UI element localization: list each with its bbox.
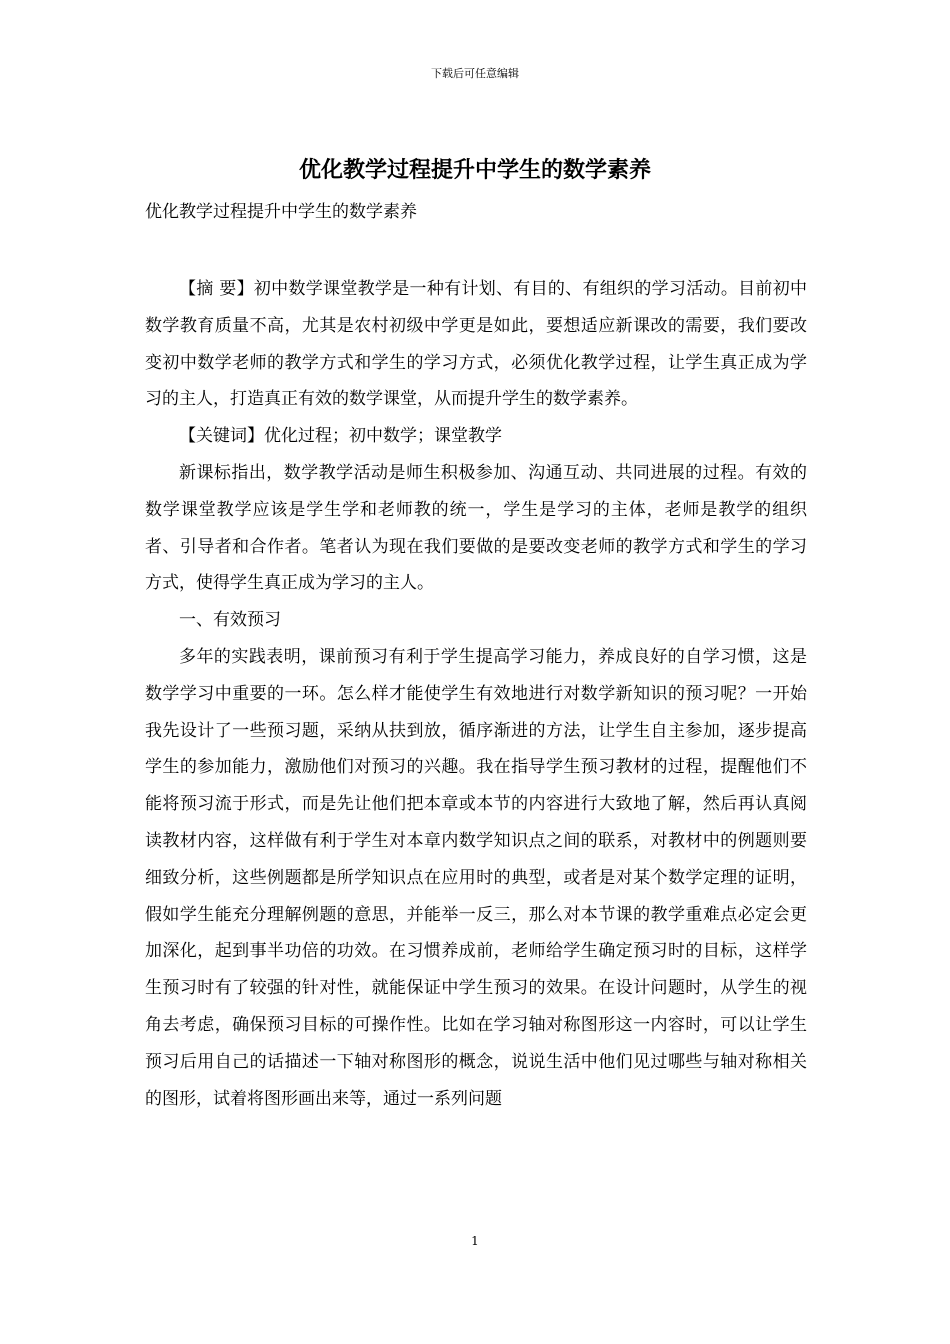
document-title: 优化教学过程提升中学生的数学素养 xyxy=(298,157,651,183)
document-body xyxy=(145,271,807,1117)
document-subtitle: 优化教学过程提升中学生的数学素养 xyxy=(145,202,417,222)
section-heading-effective-preview: 一、有效预习 xyxy=(179,610,281,631)
body-paragraph: 多年的实践表明，课前预习有利于学生提高学习能力，养成良好的自学习惯，这是数学学习中重要的一环。怎么样才能使学生有效地进行对数学新知识的预习呢？一开始我先设计了一些预习题，采纳从扶到放，循序渐进的方法，让学生自主参加，逐步提高学生的参加能力，激励他们对预习的兴趣。我在指导学生预习教材的过程，提醒他们不能将预习流于形式，而是先让他们把本章或本节的内容进行大致地了解，然后再认真阅读教材内容，这样做有利于学生对本章内数学知识点之间的联系，对教材中的例题则要细致分析，这些例题都是所学知识点在应用时的典型，或者是对某个数学定理的证明，假如学生能充分理解例题的意思，并能举一反三，那么对本节课的教学重难点必定会更加深化，起到事半功倍的功效。在习惯养成前，老师给学生确定预习时的目标，这样学生预习时有了较强的针对性，就能保证中学生预习的效果。在设计问题时，从学生的视角去考虑，确保预习目标的可操作性。比如在学习轴对称图形这一内容时，可以让学生预习后用自己的话描述一下轴对称图形的概念，说说生活中他们见过哪些与轴对称相关的图形，试着将图形画出来等，通过一系列问题 xyxy=(145,646,807,1109)
intro-paragraph: 新课标指出，数学教学活动是师生积极参加、沟通互动、共同进展的过程。有效的数学课堂教学应该是学生学和老师教的统一，学生是学习的主体，老师是教学的组织者、引导者和合作者。笔者认为现在我们要做的是要改变老师的教学方式和学生的学习方式，使得学生真正成为学习的主人。 xyxy=(145,462,807,594)
page-header-note: 下载后可任意编辑 xyxy=(431,67,519,80)
keywords-paragraph: 【关键词】优化过程；初中数学；课堂教学 xyxy=(179,426,502,447)
page-number: 1 xyxy=(471,1234,479,1248)
abstract-paragraph: 【摘 要】初中数学课堂教学是一种有计划、有目的、有组织的学习活动。目前初中数学教育质量不高，尤其是农村初级中学更是如此，要想适应新课改的需要，我们要改变初中数学老师的教学方式和学生的学习方式，必须优化教学过程，让学生真正成为学习的主人，打造真正有效的数学课堂，从而提升学生的数学素养。 xyxy=(145,279,807,410)
